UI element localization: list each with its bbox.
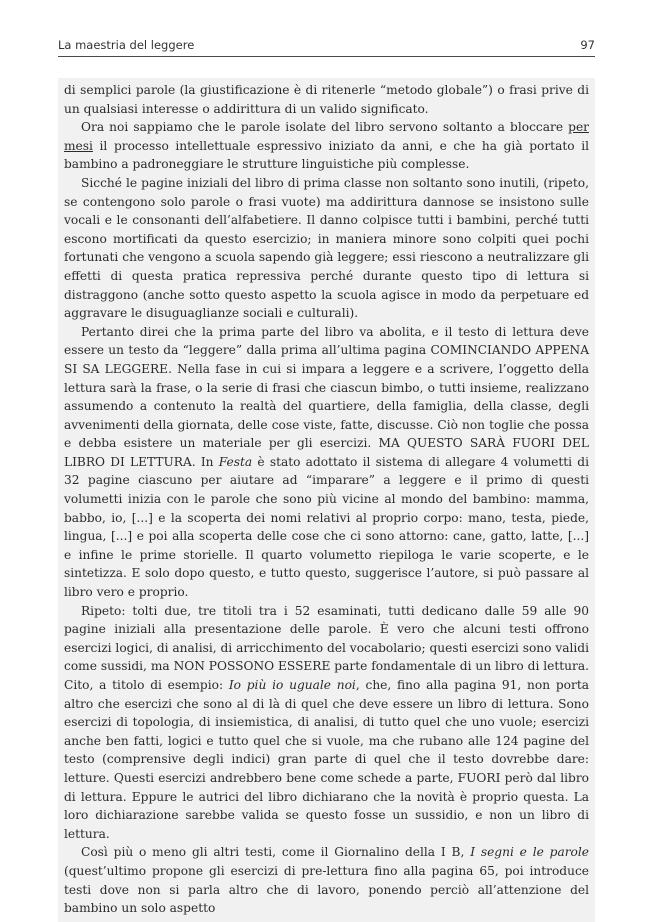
text-run: Ora noi sappiamo che le parole isolate del libro servono soltanto a bloccare [81, 120, 569, 135]
text-run: Così più o meno gli altri testi, come il Giornalino della I B, [81, 845, 471, 860]
italic-title: Io più io uguale noi [228, 678, 356, 692]
paragraph [64, 118, 589, 174]
running-header [58, 36, 595, 57]
text-run: Pertanto direi che la prima parte del libro va abolita, e il testo di lettura deve essere un testo da “leggere” dalla prima all’ultima pagina COMINCIANDO APPENA SI SA LEGGERE. Nella fase in cui si impara a leggere e a scrivere, l’oggetto della lettura sarà la frase, o la serie di frasi che ciascun bimbo, o tutti insieme, realizzano assumendo a contenuto la realtà del quartiere, della famiglia, della classe, degli avvenimenti della giornata, delle cose viste, fatte, discusse. Ciò non toglie che possa e debba esistere un materiale per gli esercizi. MA QUESTO SARÀ FUORI DEL LIBRO DI LETTURA. In [64, 324, 589, 469]
paragraph [64, 323, 589, 602]
underlined-text: per mesi [64, 120, 589, 153]
body-text [58, 78, 595, 922]
text-run: Ripeto: tolti due, tre titoli tra i 52 esaminati, tutti dedicano dalle 59 alle 90 pagine iniziali alla presentazione delle parole. È vero che alcuni testi offrono esercizi logici, di analisi, di arricchimento del vocabolario; questi esercizi sono validi come sussidi, ma NON POSSONO ESSERE parte fondamentale di un libro di lettura. Cito, a titolo di esempio: [64, 603, 589, 692]
text-run: di semplici parole (la giustificazione è di ritenerle “metodo globale”) o frasi prive di un qualsiasi interesse o addirittura di un valido significato. [64, 83, 589, 116]
italic-title: I segni e le parole [470, 845, 589, 860]
text-run: Sicché le pagine iniziali del libro di prima classe non soltanto sono inutili, (ripeto, se contengono solo parole o frasi vuote) ma addirittura dannose se insistono sulle vocali e le consonanti dell’alfabetiere. Il danno colpisce tutti i bambini, perché tutti escono mortificati da questo esercizio; in maniera minore sono colpiti quei pochi fortunati che vengono a scuola sapendo già leggere; essi riescono a neutralizzare gli effetti di questa pratica repressiva perché durante questo tipo di lettura si distraggono (anche sotto questo aspetto la scuola agisce in modo da perpetuare ed aggravare le disuguaglianze sociali e culturali). [64, 175, 589, 321]
italic-title: Festa [218, 454, 253, 469]
text-run: , che, fino alla pagina 91, non porta altro che esercizi che sono al di là di quel che deve essere un libro di lettura. Sono esercizi di topologia, di insiemistica, di analisi, di tutto quel che uno vuole; esercizi anche ben fatti, logici e tutto quel che si vuole, ma che rubano alle 124 pagine del testo (comprensive degli indici) gran parte di quel che il testo dovrebbe dare: letture. Questi esercizi andrebbero bene come schede a parte, FUORI però dal libro di lettura. Eppure le autrici del libro dichiarano che la novità è proprio questa. La loro dichiarazione sarebbe valida se questo fosse un sussidio, e non un libro di lettura. [64, 678, 589, 841]
paragraph [64, 174, 589, 323]
paragraph [64, 602, 589, 844]
text-run: (quest’ultimo propone gli esercizi di pre-lettura fino alla pagina 65, poi introduce testi dove non si parla altro che di lavoro, ponendo perciò all’attenzione del bambino un solo aspetto [64, 863, 589, 916]
page-number: 97 [580, 38, 595, 52]
running-title: La maestria del leggere [58, 38, 195, 52]
text-run: il processo intellettuale espressivo iniziato da anni, e che ha già portato il bambino a padroneggiare le strutture linguistiche più complesse. [64, 138, 589, 172]
text-run: è stato adottato il sistema di allegare 4 volumetti di 32 pagine ciascuno per aiutare ad “imparare” a leggere e il primo di questi volumetti inizia con le parole che sono più vicine al mondo del bambino: mamma, babbo, io, [...] e la scoperta dei nomi relativi al proprio corpo: mano, testa, piede, lingua, [...] e poi alla scoperta delle cose che ci sono attorno: cane, gatto, latte, [...] e infine le prime storielle. Il quarto volumetto riepiloga le varie scoperte, e le sintetizza. E solo dopo questo, e tutto questo, suggerisce l’autore, si può passare al libro vero e proprio. [64, 454, 589, 600]
paragraph [64, 843, 589, 917]
paragraph [64, 81, 589, 118]
